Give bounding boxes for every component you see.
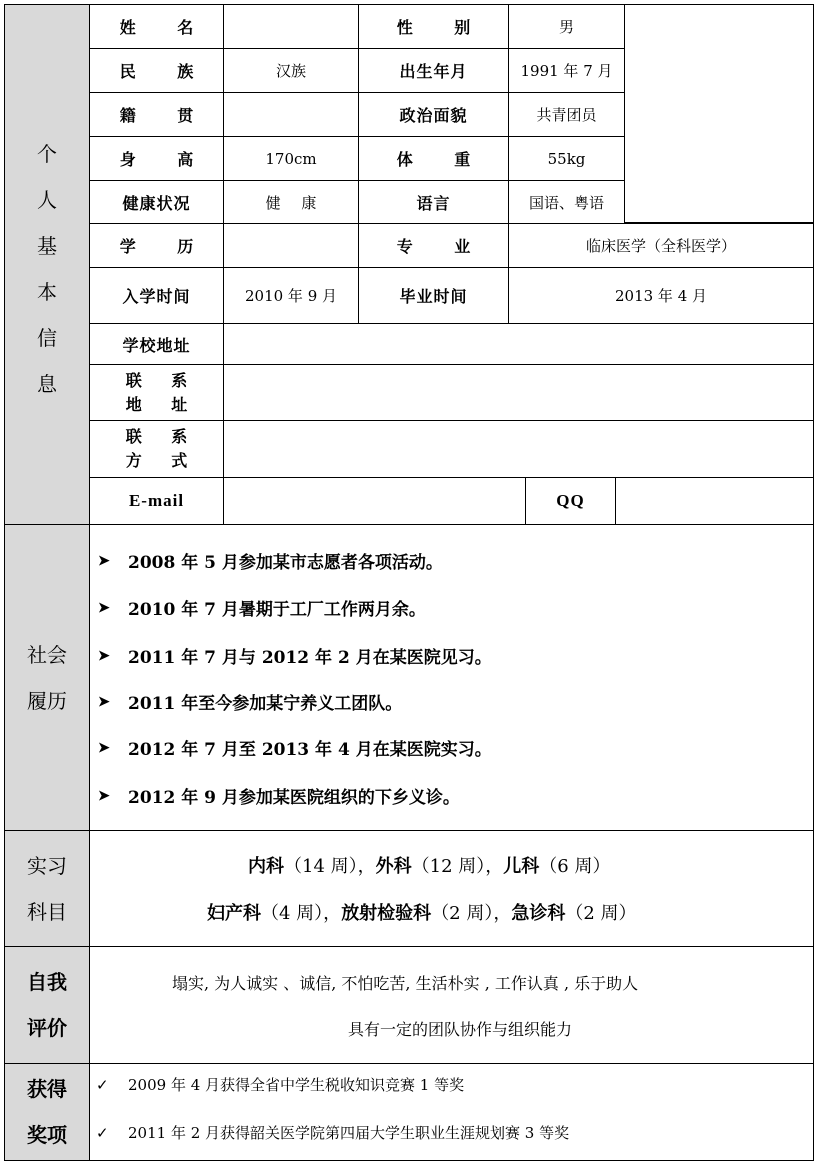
social-item-text: 2011 年 7 月与 2012 年 2 月在某医院见习。 bbox=[128, 648, 492, 668]
weight-label: 体 重 bbox=[358, 136, 509, 181]
political-label: 政治面貌 bbox=[358, 92, 509, 137]
dept-name: 儿科 bbox=[503, 856, 540, 877]
award-text: 2009 年 4 月获得全省中学生税收知识竞赛 1 等奖 bbox=[128, 1076, 465, 1094]
dept-weeks: （2 周）， bbox=[431, 903, 512, 924]
enroll-date-value[interactable]: 2010 年 9 月 bbox=[223, 267, 359, 324]
awards-label-line: 获得 bbox=[27, 1077, 67, 1101]
photo-box bbox=[624, 4, 814, 223]
birth-label: 出生年月 bbox=[358, 48, 509, 93]
social-item-text: 2008 年 5 月参加某市志愿者各项活动。 bbox=[128, 553, 443, 573]
contact-address-label bbox=[89, 364, 224, 421]
height-label: 身 高 bbox=[89, 136, 224, 181]
dept-weeks: （4 周）， bbox=[261, 903, 342, 924]
native-place-label: 籍 贯 bbox=[89, 92, 224, 137]
graduate-date-value[interactable]: 2013 年 4 月 bbox=[508, 267, 814, 324]
dept-name: 妇产科 bbox=[207, 903, 261, 924]
personal-label-char: 人 bbox=[37, 187, 57, 212]
list-item bbox=[96, 1122, 569, 1143]
list-item bbox=[98, 548, 443, 573]
list-item bbox=[98, 689, 402, 714]
evaluation-line-2: 具有一定的团队协作与组织能力 bbox=[348, 1020, 573, 1039]
education-value[interactable] bbox=[223, 223, 359, 268]
list-item bbox=[98, 643, 492, 668]
email-label: E-mail bbox=[89, 477, 224, 525]
personal-label-char: 信 bbox=[37, 325, 57, 350]
evaluation-label-line: 评价 bbox=[27, 1016, 67, 1040]
ethnicity-label: 民 族 bbox=[89, 48, 224, 93]
contact-method-label-line: 方 式 bbox=[125, 451, 200, 470]
contact-address-value[interactable] bbox=[223, 364, 814, 421]
awards-label-line: 奖项 bbox=[27, 1123, 67, 1147]
arrow-bullet-icon: ➤ bbox=[98, 693, 110, 710]
checkmark-icon: ✓ bbox=[96, 1075, 109, 1094]
contact-address-label-line: 地 址 bbox=[125, 394, 200, 414]
internship-label-line: 科目 bbox=[27, 899, 67, 924]
arrow-bullet-icon: ➤ bbox=[98, 647, 110, 664]
social-item-text: 2011 年至今参加某宁养义工团队。 bbox=[128, 694, 403, 714]
dept-name: 放射检验科 bbox=[341, 903, 432, 924]
language-label: 语言 bbox=[358, 180, 509, 224]
list-item bbox=[98, 595, 426, 620]
dept-weeks: （6 周） bbox=[539, 856, 611, 877]
social-item-text: 2010 年 7 月暑期于工厂工作两月余。 bbox=[128, 600, 426, 620]
award-text: 2011 年 2 月获得韶关医学院第四届大学生职业生涯规划赛 3 等奖 bbox=[128, 1124, 570, 1142]
language-value[interactable]: 国语、粤语 bbox=[508, 180, 625, 224]
health-label: 健康状况 bbox=[89, 180, 224, 224]
education-label: 学 历 bbox=[89, 223, 224, 268]
health-value[interactable]: 健 康 bbox=[223, 180, 359, 224]
height-value[interactable]: 170cm bbox=[223, 136, 359, 181]
personal-label-char: 个 bbox=[37, 141, 57, 166]
social-item-text: 2012 年 9 月参加某医院组织的下乡义诊。 bbox=[128, 788, 460, 808]
native-place-value[interactable] bbox=[223, 92, 359, 137]
dept-weeks: （14 周）， bbox=[284, 856, 376, 877]
evaluation-section-label bbox=[4, 946, 90, 1064]
contact-method-label-line: 联 系 bbox=[125, 427, 200, 446]
graduate-date-label: 毕业时间 bbox=[358, 267, 509, 324]
gender-value[interactable]: 男 bbox=[508, 4, 625, 49]
contact-method-value[interactable] bbox=[223, 420, 814, 478]
evaluation-content bbox=[89, 946, 814, 1064]
email-value[interactable] bbox=[223, 477, 526, 525]
contact-method-label bbox=[89, 420, 224, 478]
personal-label-char: 息 bbox=[37, 371, 57, 396]
personal-label-char: 本 bbox=[37, 279, 57, 304]
dept-name: 内科 bbox=[248, 856, 284, 877]
arrow-bullet-icon: ➤ bbox=[98, 787, 110, 804]
enroll-date-label: 入学时间 bbox=[89, 267, 224, 324]
internship-line-2 bbox=[207, 899, 637, 925]
personal-section-label bbox=[4, 4, 90, 525]
dept-weeks: （2 周） bbox=[565, 903, 637, 924]
school-address-value[interactable] bbox=[223, 323, 814, 365]
arrow-bullet-icon: ➤ bbox=[98, 552, 110, 569]
checkmark-icon: ✓ bbox=[96, 1123, 109, 1142]
internship-line-1 bbox=[248, 852, 610, 878]
school-address-label: 学校地址 bbox=[89, 323, 224, 365]
ethnicity-value[interactable]: 汉族 bbox=[223, 48, 359, 93]
name-value[interactable] bbox=[223, 4, 359, 49]
list-item bbox=[98, 783, 460, 808]
contact-address-label-line: 联 系 bbox=[125, 370, 200, 390]
birth-value[interactable]: 1991 年 7 月 bbox=[508, 48, 625, 93]
social-label-line: 履历 bbox=[27, 688, 67, 713]
evaluation-line-1: 塌实, 为人诚实 、诚信, 不怕吃苦, 生活朴实 , 工作认真 , 乐于助人 bbox=[172, 974, 639, 993]
arrow-bullet-icon: ➤ bbox=[98, 599, 110, 616]
internship-section-label bbox=[4, 830, 90, 947]
major-value[interactable]: 临床医学（全科医学） bbox=[508, 223, 814, 268]
social-list bbox=[98, 524, 798, 831]
social-label-line: 社会 bbox=[27, 642, 67, 667]
social-section-label bbox=[4, 524, 90, 831]
list-item bbox=[96, 1074, 464, 1095]
weight-value[interactable]: 55kg bbox=[508, 136, 625, 181]
internship-content bbox=[89, 830, 814, 947]
social-item-text: 2012 年 7 月至 2013 年 4 月在某医院实习。 bbox=[128, 740, 492, 760]
name-label: 姓 名 bbox=[89, 4, 224, 49]
awards-section-label bbox=[4, 1063, 90, 1161]
dept-name: 急诊科 bbox=[511, 903, 566, 924]
dept-weeks: （12 周）， bbox=[411, 856, 504, 877]
arrow-bullet-icon: ➤ bbox=[98, 739, 110, 756]
internship-label-line: 实习 bbox=[27, 853, 67, 878]
gender-label: 性 别 bbox=[358, 4, 509, 49]
dept-name: 外科 bbox=[375, 856, 412, 877]
qq-label: QQ bbox=[525, 477, 616, 525]
major-label: 专 业 bbox=[358, 223, 509, 268]
personal-label-char: 基 bbox=[37, 233, 57, 258]
qq-value[interactable] bbox=[615, 477, 814, 525]
list-item bbox=[98, 735, 492, 760]
political-value[interactable]: 共青团员 bbox=[508, 92, 625, 137]
evaluation-label-line: 自我 bbox=[27, 970, 67, 994]
